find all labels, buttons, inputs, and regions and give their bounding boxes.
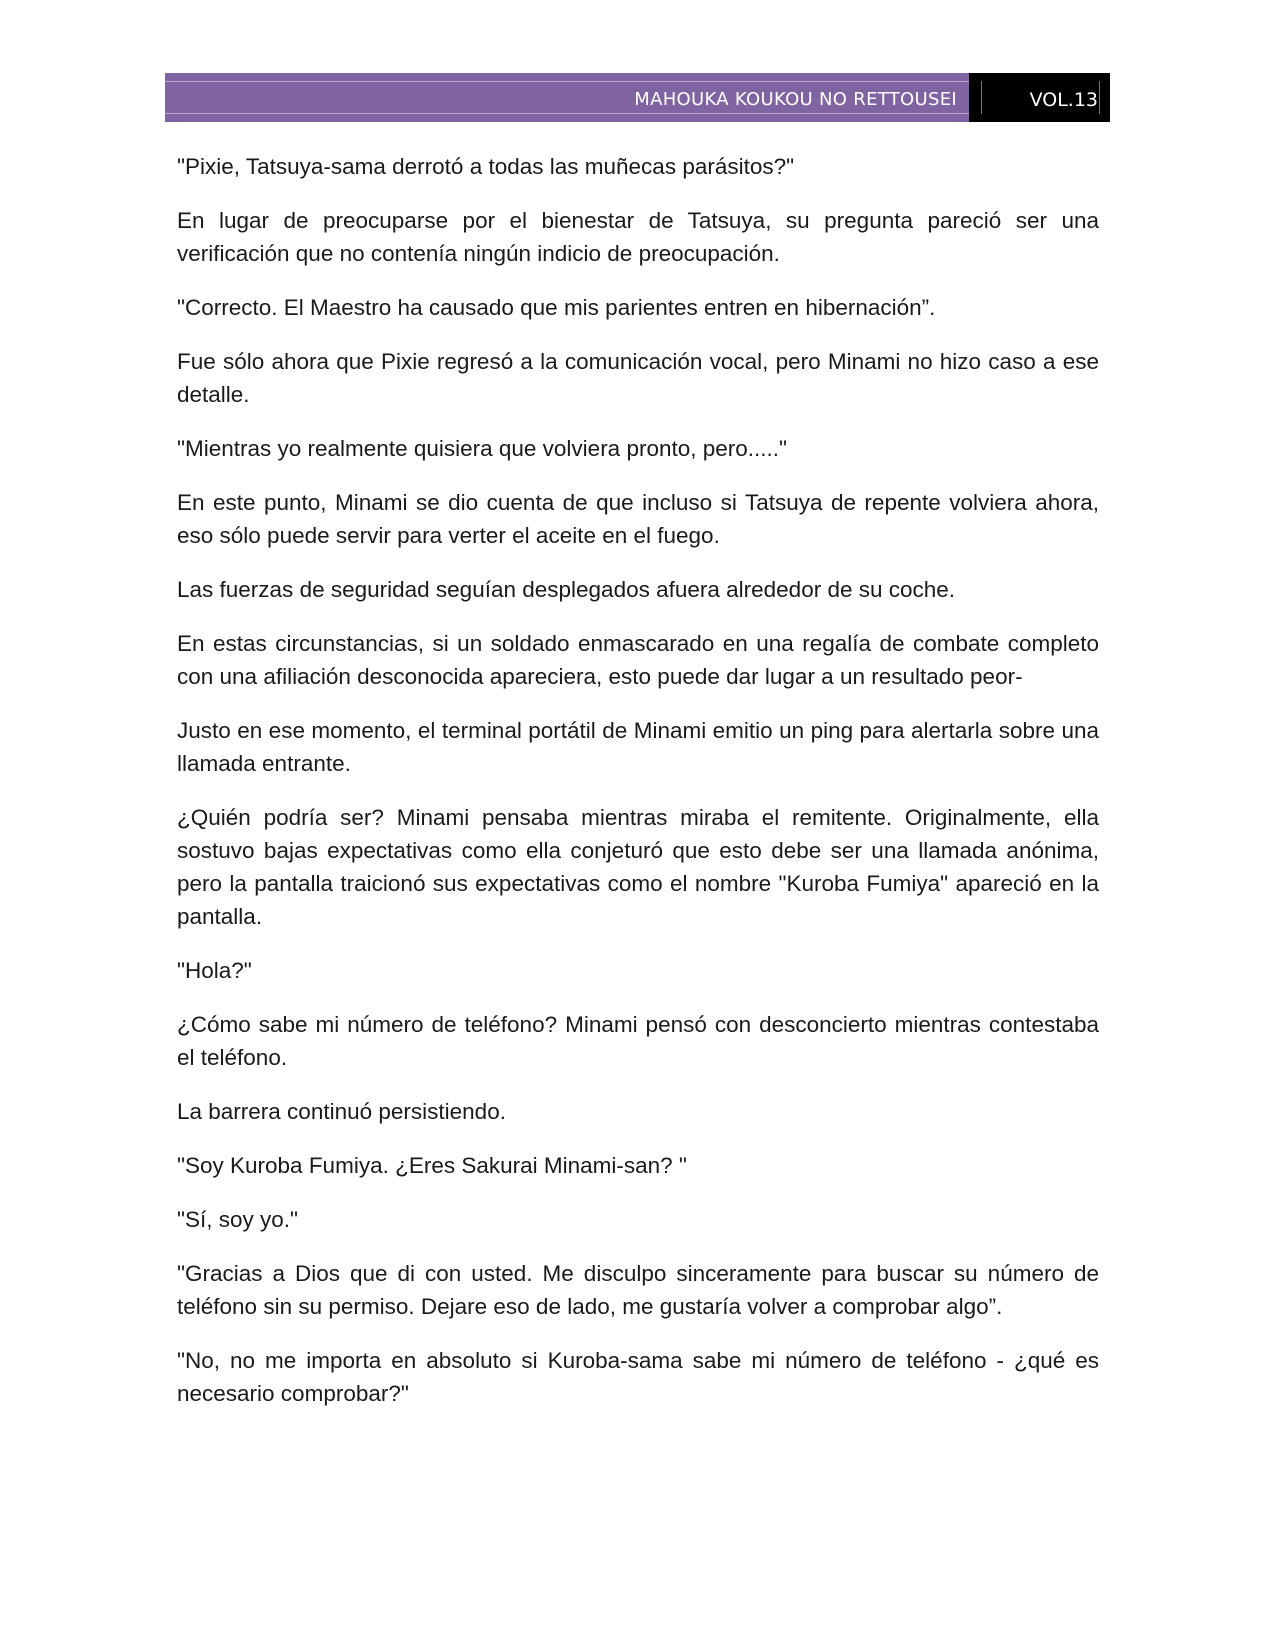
paragraph: Las fuerzas de seguridad seguían desplegados afuera alrededor de su coche. [177,577,956,602]
paragraph: La barrera continuó persistiendo. [177,1099,506,1124]
page-body [177,150,1099,1431]
paragraph: "Sí, soy yo." [177,1207,299,1232]
paragraph: "Hola?" [177,958,252,983]
paragraph: En este punto, Minami se dio cuenta de que incluso si Tatsuya de repente volviera ahora, eso sólo puede servir para verter el aceite en el fuego. [177,490,1099,548]
page-header [165,73,1110,122]
paragraph: "Correcto. El Maestro ha causado que mis parientes entren en hibernación”. [177,295,936,320]
paragraph: "Pixie, Tatsuya-sama derrotó a todas las muñecas parásitos?" [177,154,795,179]
paragraph: ¿Quién podría ser? Minami pensaba mientras miraba el remitente. Originalmente, ella sostuvo bajas expectativas como ella conjeturó que esto debe ser una llamada anónima, pero la pantalla traicionó sus expectativas como el nombre "Kuroba Fumiya" apareció en la pantalla. [177,805,1099,929]
paragraph: Fue sólo ahora que Pixie regresó a la comunicación vocal, pero Minami no hizo caso a ese detalle. [177,349,1099,407]
paragraph: "Mientras yo realmente quisiera que volviera pronto, pero....." [177,436,788,461]
paragraph: ¿Cómo sabe mi número de teléfono? Minami pensó con desconcierto mientras contestaba el teléfono. [177,1012,1099,1070]
paragraph: Justo en ese momento, el terminal portátil de Minami emitio un ping para alertarla sobre una llamada entrante. [177,718,1099,776]
book-title: MAHOUKA KOUKOU NO RETTOUSEI [634,89,957,110]
paragraph: "No, no me importa en absoluto si Kuroba-sama sabe mi número de teléfono - ¿qué es necesario comprobar?" [177,1348,1099,1406]
header-volume-box [969,73,1110,122]
paragraph: "Gracias a Dios que di con usted. Me disculpo sinceramente para buscar su número de teléfono sin su permiso. Dejare eso de lado, me gustaría volver a comprobar algo”. [177,1261,1099,1319]
paragraph: En estas circunstancias, si un soldado enmascarado en una regalía de combate completo con una afiliación desconocida apareciera, esto puede dar lugar a un resultado peor- [177,631,1099,689]
paragraph: "Soy Kuroba Fumiya. ¿Eres Sakurai Minami-san? " [177,1153,687,1178]
paragraph: En lugar de preocuparse por el bienestar de Tatsuya, su pregunta pareció ser una verificación que no contenía ningún indicio de preocupación. [177,208,1099,266]
header-title-box [165,73,969,122]
volume-label: VOL.13 [1029,88,1098,111]
